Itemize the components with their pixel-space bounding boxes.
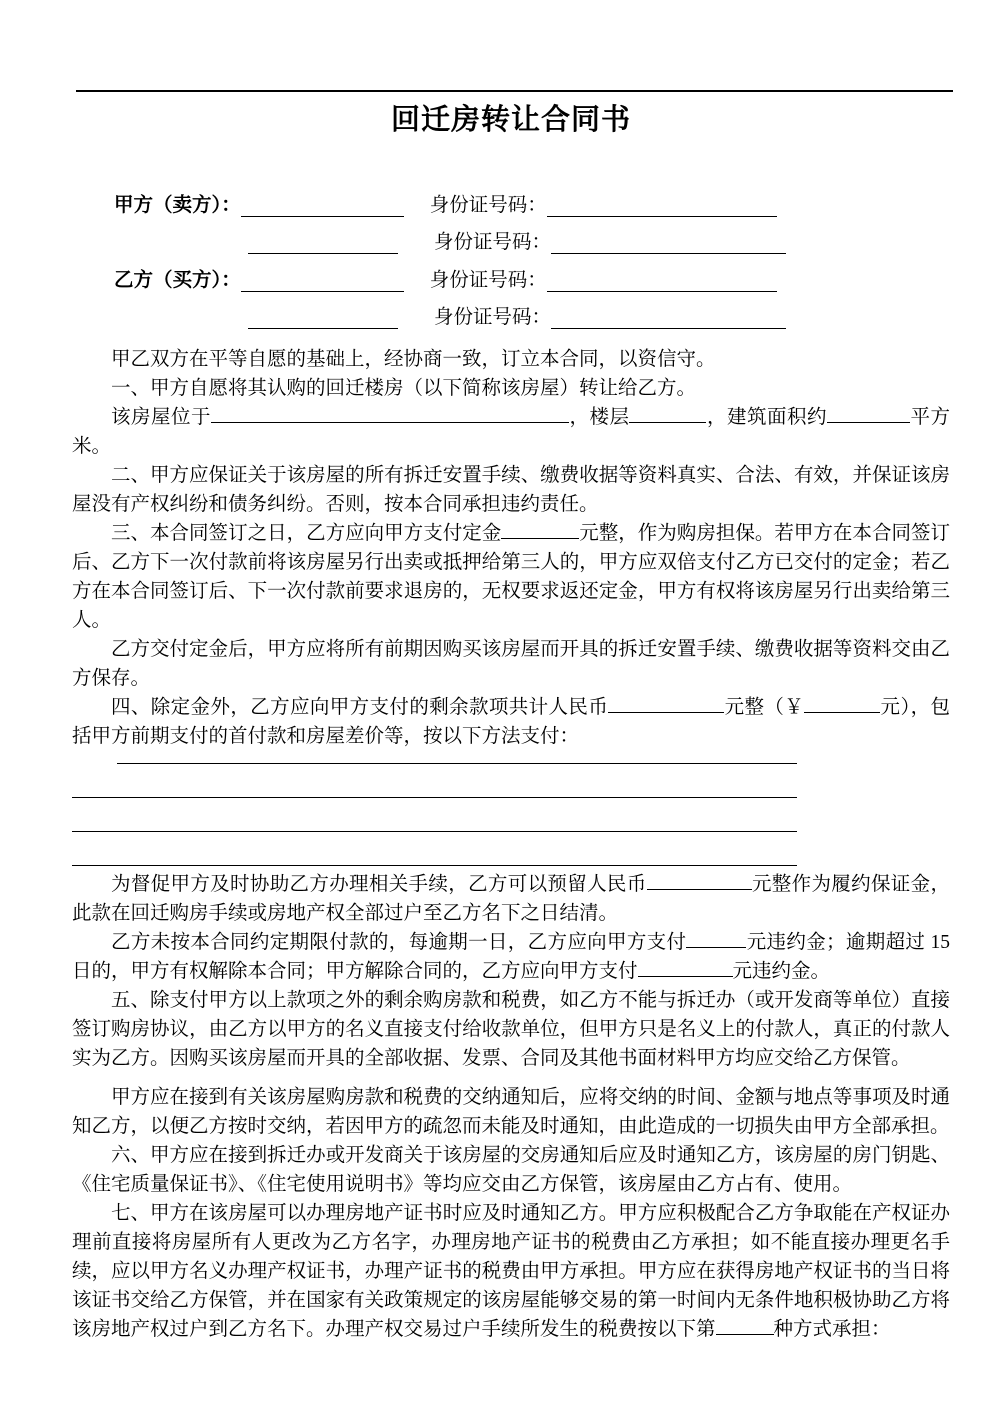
contract-paragraph: 五、除支付甲方以上款项之外的剩余购房款和税费，如乙方不能与拆迁办（或开发商等单位）直接签订购房协议，由乙方以甲方的名义直接支付给收款单位，但甲方只是名义上的付款人，真正的付款人实为乙方。因购买该房屋而开具的全部收据、发票、合同及其他书面材料甲方均应交给乙方保管。	[72, 990, 950, 1069]
blank-field	[827, 403, 910, 423]
fill-line	[117, 751, 797, 764]
blank-field	[608, 693, 724, 713]
blank-field	[638, 957, 733, 977]
fill-line	[72, 832, 797, 866]
contract-paragraph: 该房屋位于 ，楼层 ，建筑面积约 平方米。	[72, 403, 950, 461]
party-row	[72, 179, 950, 217]
contract-paragraph: 甲乙双方在平等自愿的基础上，经协商一致，订立本合同，以资信守。	[111, 349, 716, 370]
party-name-blank	[241, 193, 404, 216]
contract-paragraph: 七、甲方在该房屋可以办理房地产证书时应及时通知乙方。甲方应积极配合乙方争取能在产权证办理前直接将房屋所有人更改为乙方名字，办理房地产证书的税费由乙方承担；如不能直接办理更名手续，应以甲方名义办理产权证书，办理产证书的税费由甲方承担。甲方应在获得房地产权证书的当日将该证书交给乙方保管，并在国家有关政策规定的该房屋能够交易的第一时间内无条件地积极协助乙方将该房地产权过户到乙方名下。办理产权交易过户手续所发生的税费按以下第 种方式承担：	[72, 1203, 950, 1340]
party-label: 乙方（买方）：	[114, 269, 241, 291]
contract-paragraph: 四、除定金外，乙方应向甲方支付的剩余款项共计人民币 元整（￥ 元），包括甲方前期支付的首付款和房屋差价等，按以下方法支付：	[72, 693, 950, 751]
fill-lines	[72, 751, 950, 866]
fill-line	[72, 764, 797, 798]
blank-field	[501, 519, 579, 539]
id-number-blank	[551, 231, 786, 254]
party-row	[72, 254, 950, 292]
blank-field	[647, 870, 752, 890]
fill-line	[72, 798, 797, 832]
id-number-blank	[547, 268, 777, 291]
party-row	[72, 217, 950, 255]
contract-paragraph: 六、甲方应在接到拆迁办或开发商关于该房屋的交房通知后应及时通知乙方，该房屋的房门钥匙、《住宅质量保证书》、《住宅使用说明书》等均应交由乙方保管，该房屋由乙方占有、使用。	[72, 1145, 950, 1195]
party-label: 甲方（卖方）：	[114, 194, 241, 216]
id-number-label: 身份证号码：	[429, 194, 547, 216]
id-number-label: 身份证号码：	[434, 232, 552, 253]
header-rule	[76, 90, 953, 92]
id-number-label: 身份证号码：	[429, 269, 547, 291]
contract-paragraph: 三、本合同签订之日，乙方应向甲方支付定金 元整，作为购房担保。若甲方在本合同签订后、乙方下一次付款前将该房屋另行出卖或抵押给第三人的，甲方应双倍支付乙方已交付的定金；若乙方在本合同签订后、下一次付款前要求退房的，无权要求返还定金，甲方有权将该房屋另行出卖给第三人。	[72, 519, 950, 635]
blank-field	[211, 403, 569, 423]
party-name-blank	[248, 306, 398, 329]
blank-field	[804, 693, 880, 713]
blank-field	[686, 928, 746, 948]
contract-paragraph: 一、甲方自愿将其认购的回迁楼房（以下简称该房屋）转让给乙方。	[111, 378, 697, 399]
party-name-blank	[241, 268, 404, 291]
id-number-blank	[551, 306, 786, 329]
document-title: 回迁房转让合同书	[390, 104, 631, 136]
id-number-label: 身份证号码：	[434, 307, 552, 328]
blank-field	[716, 1315, 774, 1335]
party-row	[72, 292, 950, 330]
contract-paragraph: 乙方未按本合同约定期限付款的，每逾期一日，乙方应向甲方支付 元违约金；逾期超过 15 日的，甲方有权解除本合同；甲方解除合同的，乙方应向甲方支付 元违约金。	[72, 928, 950, 986]
parties-section	[72, 179, 950, 329]
contract-paragraph: 甲方应在接到有关该房屋购房款和税费的交纳通知后，应将交纳的时间、金额与地点等事项及时通知乙方，以便乙方按时交纳，若因甲方的疏忽而未能及时通知，由此造成的一切损失由甲方全部承担。	[72, 1087, 950, 1137]
blank-field	[629, 403, 706, 423]
contract-paragraph: 为督促甲方及时协助乙方办理相关手续，乙方可以预留人民币 元整作为履约保证金，此款在回迁购房手续或房地产权全部过户至乙方名下之日结清。	[72, 870, 950, 928]
party-name-blank	[248, 231, 398, 254]
contract-body	[72, 345, 950, 1344]
contract-paragraph: 二、甲方应保证关于该房屋的所有拆迁安置手续、缴费收据等资料真实、合法、有效，并保证该房屋没有产权纠纷和债务纠纷。否则，按本合同承担违约责任。	[72, 465, 950, 515]
contract-paragraph: 乙方交付定金后，甲方应将所有前期因购买该房屋而开具的拆迁安置手续、缴费收据等资料交由乙方保存。	[72, 639, 950, 689]
id-number-blank	[547, 193, 777, 216]
